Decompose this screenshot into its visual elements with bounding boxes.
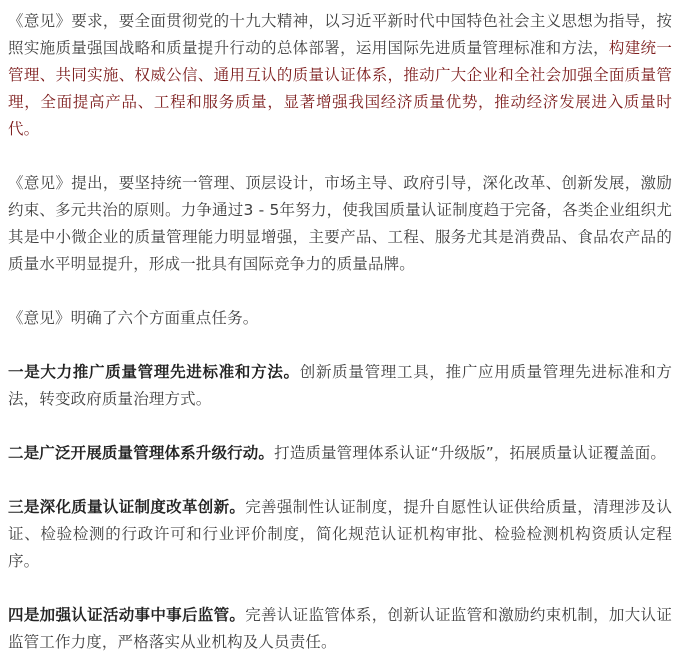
paragraph-requirements-text: 《意见》要求，要全面贯彻党的十九大精神，以习近平新时代中国特色社会主义思想为指导，按照实施质量强国战略和质量提升行动的总体部署，运用国际先进质量管理标准和方法，	[8, 12, 672, 57]
paragraph-principles: 《意见》提出，要坚持统一管理、顶层设计，市场主导、政府引导，深化改革、创新发展，激励约束、多元共治的原则。力争通过3 - 5年努力，使我国质量认证制度趋于完备，各类企业组织尤其是中小微企业的质量管理能力明显增强，主要产品、工程、服务尤其是消费品、食品农产品的质量水平明显提升，形成一批具有国际竞争力的质量品牌。	[8, 174, 672, 273]
paragraph-tasks-intro: 《意见》明确了六个方面重点任务。	[8, 309, 259, 327]
article-body	[8, 8, 672, 656]
task-item-1	[8, 359, 672, 413]
task-item-4	[8, 602, 672, 656]
paragraph-requirements	[8, 8, 672, 143]
task-item-4-body: 完善认证监管体系，创新认证监管和激励约束机制，加大认证监管工作力度，严格落实从业机构及人员责任。	[8, 606, 672, 651]
task-item-2-body: 打造质量管理体系认证“升级版”，拓展质量认证覆盖面。	[274, 444, 667, 462]
task-item-4-lead: 四是加强认证活动事中事后监管。	[8, 606, 246, 624]
task-item-3-lead: 三是深化质量认证制度改革创新。	[8, 498, 246, 516]
task-item-2-lead: 二是广泛开展质量管理体系升级行动。	[8, 444, 275, 462]
task-item-1-lead: 一是大力推广质量管理先进标准和方法。	[8, 363, 300, 381]
task-item-3-body: 完善强制性认证制度，提升自愿性认证供给质量，清理涉及认证、检验检测的行政许可和行业评价制度，简化规范认证机构审批、检验检测机构资质认定程序。	[8, 498, 672, 570]
paragraph-requirements-highlight: 构建统一管理、共同实施、权威公信、通用互认的质量认证体系，推动广大企业和全社会加强全面质量管理，全面提高产品、工程和服务质量，显著增强我国经济质量优势，推动经济发展进入质量时代。	[8, 39, 672, 138]
task-item-3	[8, 494, 672, 575]
task-item-1-body: 创新质量管理工具，推广应用质量管理先进标准和方法，转变政府质量治理方式。	[8, 363, 673, 408]
task-item-2	[8, 440, 672, 467]
